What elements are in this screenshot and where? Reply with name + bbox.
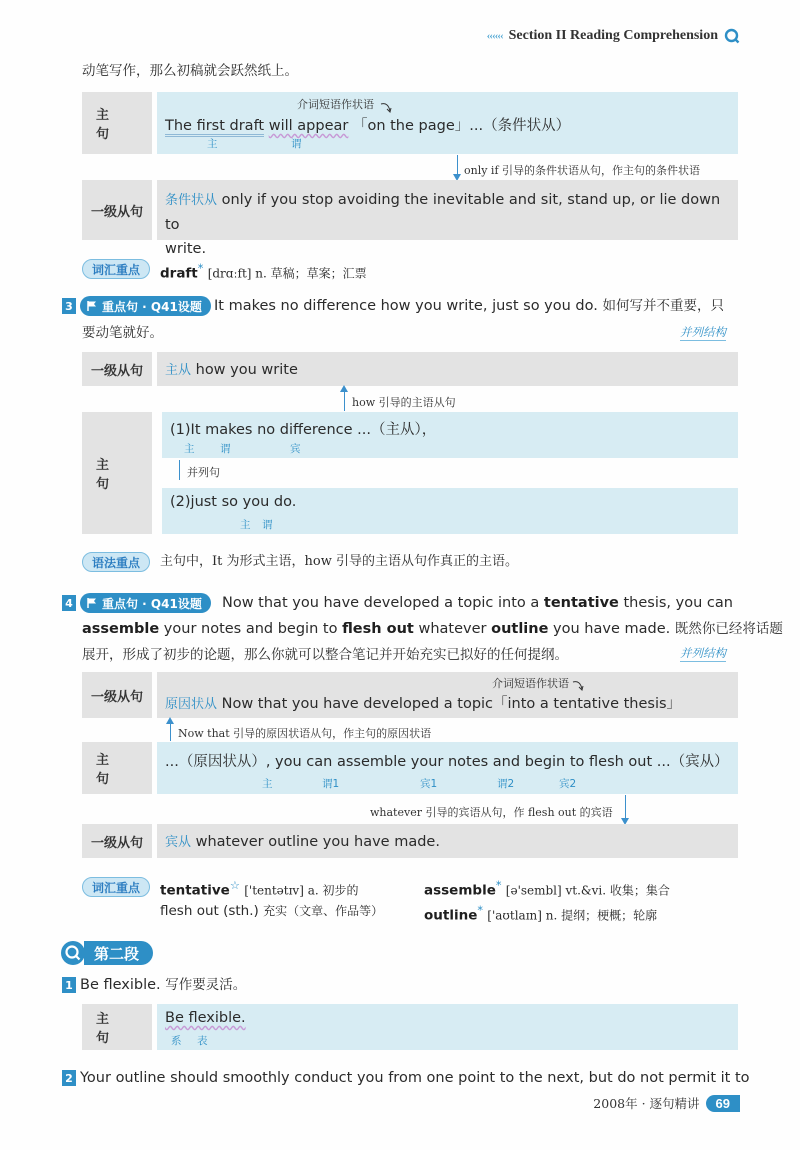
clause-text: Now that you have developed a topic「into a tentative thesis」	[221, 696, 682, 712]
bracket-phrase: 「on the page」...（条件状从）	[352, 118, 571, 134]
sub-label-o1: 宾1	[420, 778, 438, 790]
flag-icon	[86, 597, 98, 609]
s4-text: you have made.	[548, 621, 671, 637]
note-prep-phrase: 介词短语作状语	[297, 98, 374, 111]
clause-text: (1)It makes no difference ...（主从），	[170, 422, 437, 438]
vocab-detail: [drɑːft] n. 草稿；草案；汇票	[207, 266, 367, 281]
vocab-word: outline	[424, 907, 478, 924]
s4-text: whatever	[413, 621, 492, 637]
sub-label-v2: 谓2	[497, 778, 515, 790]
grammar-text: 主句中，It 为形式主语，how 引导的主语从句作真正的主语。	[160, 554, 518, 569]
s3-row-sub	[82, 352, 738, 386]
star-icon: ☆	[229, 879, 240, 892]
s3-en: It makes no difference how you write, just so you do.	[214, 298, 598, 314]
clause-text: whatever outline you have made.	[195, 834, 440, 850]
vocab-tag: 词汇重点	[82, 877, 150, 897]
sub-label-s: 主	[207, 138, 218, 150]
s4-text: your notes and begin to	[159, 621, 343, 637]
s4-link2-note: whatever 引导的宾语从句，作 flesh out 的宾语	[370, 806, 613, 819]
vocab-word: draft	[160, 265, 198, 282]
sub-label-a: 系	[171, 1035, 182, 1047]
s4-line2	[82, 616, 783, 642]
clause-tag: 宾从	[165, 835, 192, 850]
s2-1-en: Be flexible.	[80, 977, 161, 993]
row-label: 一级从句	[82, 672, 152, 718]
subject-phrase: The first draft	[165, 118, 264, 137]
clause-text: ...（原因状从）, you can assemble your notes and begin to flesh out ...（宾从）	[165, 754, 729, 770]
chevron-arrows: ‹‹‹‹‹‹	[486, 30, 503, 42]
s2-1-row	[82, 1004, 738, 1050]
link-arrow	[170, 719, 171, 741]
main-cell-1	[162, 412, 738, 458]
verb-phrase: will appear	[268, 118, 349, 134]
link-arrow	[625, 795, 626, 823]
page-number: 69	[706, 1095, 740, 1112]
clause-tag: 条件状从	[165, 193, 218, 208]
curve-arrow-icon	[571, 678, 585, 692]
clause-text: (2)just so you do.	[170, 494, 297, 510]
grammar-tag: 语法重点	[82, 552, 150, 572]
s2-1-line	[80, 972, 246, 998]
row-content	[157, 92, 738, 154]
flag-icon	[86, 300, 98, 312]
sub-label-o2: 宾2	[559, 778, 577, 790]
footer-text: 2008年 · 逐句精讲	[593, 1096, 700, 1111]
s4-keyword: outline	[491, 621, 549, 637]
clause-text-1: only if you stop avoiding the inevitable and sit, stand up, or lie down to	[165, 192, 721, 233]
section-header	[60, 940, 153, 966]
vocab-detail: ['tentətɪv] a. 初步的	[244, 883, 359, 898]
key-sentence-label: 重点句 · Q41设题	[102, 596, 202, 611]
s4-text: thesis, you can	[618, 595, 733, 611]
sub-label-s: 主	[262, 778, 273, 790]
s4-keyword: assemble	[82, 621, 160, 637]
s4-link1-note: Now that 引导的原因状语从句，作主句的原因状语	[178, 727, 432, 740]
sub-label-v: 谓	[262, 519, 273, 531]
key-sentence-tag	[80, 593, 211, 613]
sub-label-b: 表	[197, 1035, 208, 1047]
parallel-line	[179, 460, 180, 480]
row-content	[157, 1004, 738, 1050]
row-label: 一级从句	[82, 824, 152, 858]
search-q-icon	[724, 28, 740, 44]
link-arrow	[344, 387, 345, 411]
vocab-detail: ['aʊtlaɪn] n. 提纲；梗概；轮廓	[487, 908, 658, 923]
row-label: 主 句	[82, 412, 152, 534]
page-footer	[593, 1094, 740, 1112]
sub-label-v: 谓	[220, 443, 231, 455]
main-cells	[157, 412, 738, 534]
note-prep-phrase: 介词短语作状语	[492, 677, 569, 690]
sentence-number: 2	[62, 1070, 76, 1086]
search-q-icon	[60, 940, 86, 966]
clause-text: Be flexible.	[165, 1010, 246, 1026]
s4-cn2: 展开，形成了初步的论题，那么你就可以整合笔记并开始充实已拟好的任何提纲。	[82, 647, 568, 663]
row-content	[157, 742, 738, 794]
clause-text: how you write	[195, 362, 298, 378]
key-sentence-label: 重点句 · Q41设题	[102, 299, 202, 314]
vocab-word: tentative	[160, 882, 230, 899]
link-arrow	[457, 155, 458, 179]
star-icon: *	[495, 879, 502, 892]
vocab-tag: 词汇重点	[82, 259, 150, 279]
key-sentence-tag	[80, 296, 211, 316]
main-cell-2	[162, 488, 738, 534]
section-title: 第二段	[84, 941, 153, 965]
vocab-detail: 充实（文章、作品等）	[263, 904, 384, 918]
vocab-entry-3	[160, 898, 383, 924]
clause-tag: 原因状从	[165, 697, 218, 712]
vocab-word: assemble	[424, 882, 496, 899]
curve-arrow-icon	[379, 100, 393, 114]
row-content	[157, 824, 738, 858]
vocab-word: flesh out (sth.)	[160, 903, 259, 919]
s4-row-sub2	[82, 824, 738, 858]
sub-label-o: 宾	[290, 443, 301, 455]
row-label: 主 句	[82, 742, 152, 794]
running-header	[487, 28, 740, 44]
t1-row-main	[82, 92, 738, 154]
s3-row-main	[82, 412, 738, 534]
s2-2-text: Your outline should smoothly conduct you from one point to the next, but do not permit it to	[80, 1070, 750, 1086]
vocab-detail: [ə'sembl] vt.&vi. 收集；集合	[505, 883, 670, 898]
sentence-number: 1	[62, 977, 76, 993]
sub-label-s: 主	[184, 443, 195, 455]
s3-link-note: how 引导的主语从句	[352, 396, 456, 409]
star-icon: *	[197, 262, 204, 275]
s4-text: Now that you have developed a topic into a	[222, 595, 544, 611]
s3-cn1: 如何写并不重要，只	[602, 298, 724, 314]
intro-tail: 动笔写作，那么初稿就会跃然纸上。	[82, 63, 298, 79]
s4-row-main	[82, 742, 738, 794]
clause-text-2: write.	[165, 241, 207, 257]
row-label: 一级从句	[82, 180, 152, 240]
row-content	[157, 180, 738, 257]
sub-label-s: 主	[240, 519, 251, 531]
t1-row-sub	[82, 180, 738, 257]
s4-line1	[222, 590, 733, 616]
sub-label-v: 谓	[291, 138, 302, 150]
clause-tag: 主从	[165, 363, 192, 378]
vocab-entry-4	[424, 898, 657, 929]
t1-link-note: only if 引导的条件状语从句，作主句的条件状语	[464, 164, 701, 177]
s4-row-sub1	[82, 672, 738, 718]
sub-label-v1: 谓1	[322, 778, 340, 790]
row-label: 主 句	[82, 92, 152, 154]
row-content	[157, 352, 738, 386]
s4-cn1: 既然你已经将话题	[674, 621, 783, 637]
vocab-entry	[160, 256, 367, 287]
header-title: Section II Reading Comprehension	[508, 28, 718, 43]
star-icon: *	[477, 904, 483, 917]
s4-keyword: tentative	[543, 595, 619, 611]
s3-cn2: 要动笔就好。	[82, 325, 163, 341]
row-content	[157, 672, 738, 718]
side-label: 并列结构	[680, 325, 726, 339]
s3-line1	[214, 293, 744, 319]
row-label: 主 句	[82, 1004, 152, 1050]
side-label: 并列结构	[680, 646, 726, 660]
sentence-number: 3	[62, 298, 76, 314]
row-label: 一级从句	[82, 352, 152, 386]
s2-1-cn: 写作要灵活。	[165, 977, 247, 993]
sentence-number: 4	[62, 595, 76, 611]
parallel-note: 并列句	[187, 466, 220, 479]
s4-keyword: flesh out	[342, 621, 414, 637]
